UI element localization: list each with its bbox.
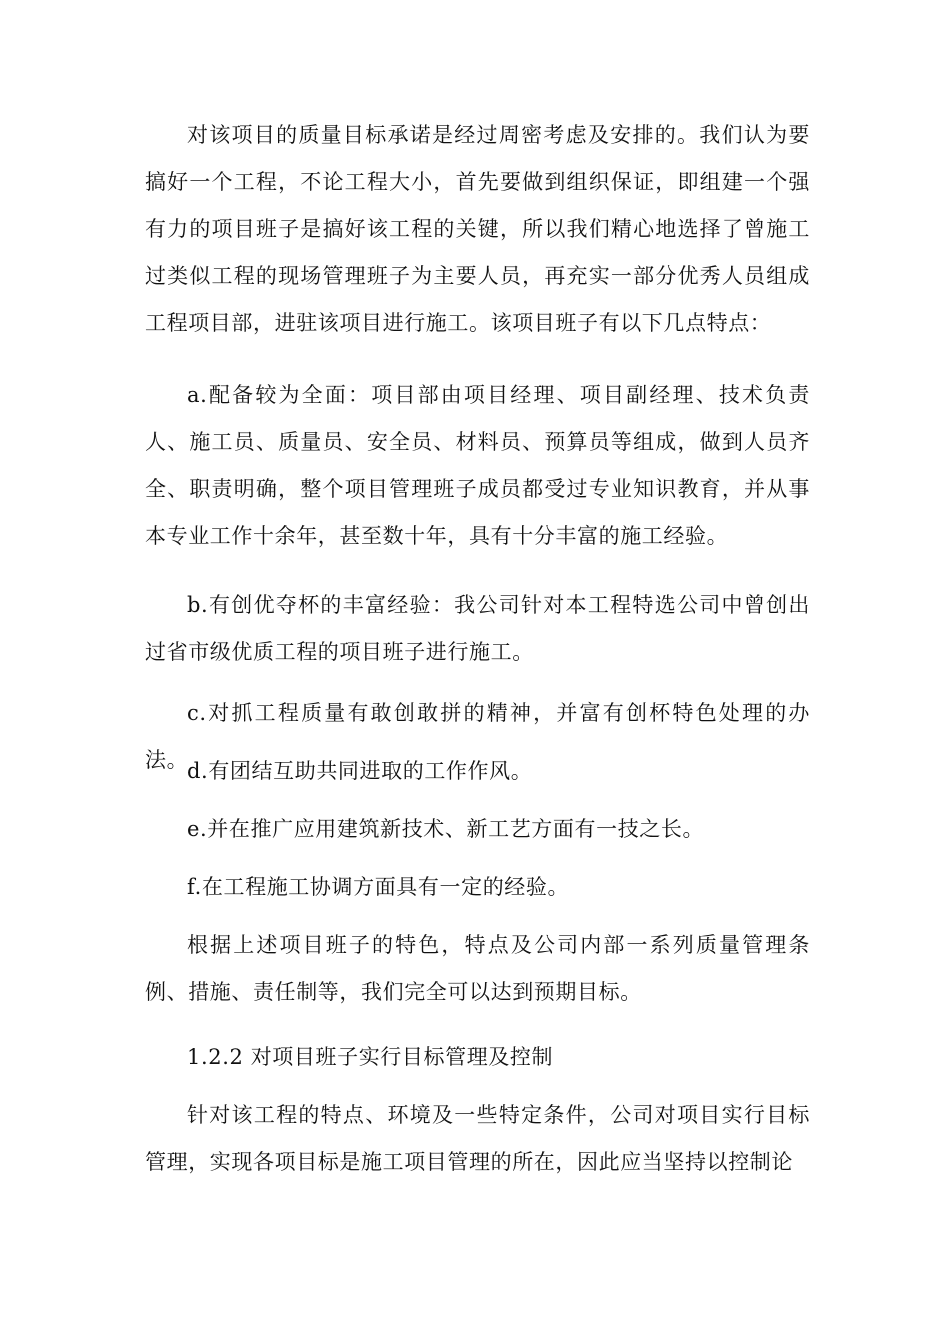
paragraph-text: d.有团结互助共同进取的工作作风。 xyxy=(187,759,533,783)
paragraph-item-d xyxy=(145,748,810,795)
paragraph-item-e xyxy=(145,806,810,853)
paragraph-text: c.对抓工程质量有敢创敢拼的精神，并富有创杯特色处理的办法。 xyxy=(145,701,810,772)
paragraph-item-a xyxy=(145,372,810,560)
paragraph-item-b xyxy=(145,582,810,676)
paragraph-text: a.配备较为全面：项目部由项目经理、项目副经理、技术负责人、施工员、质量员、安全员、材料员、预算员等组成，做到人员齐全、职责明确，整个项目管理班子成员都受过专业知识教育，并从事本专业工作十余年，甚至数十年，具有十分丰富的施工经验。 xyxy=(145,383,810,548)
paragraph-text: b.有创优夺杯的丰富经验：我公司针对本工程特选公司中曾创出过省市级优质工程的项目班子进行施工。 xyxy=(145,593,810,664)
paragraph-text: f.在工程施工协调方面具有一定的经验。 xyxy=(187,875,570,899)
paragraph-item-f xyxy=(145,864,810,911)
paragraph-intro xyxy=(145,112,810,347)
paragraph-text: 根据上述项目班子的特色，特点及公司内部一系列质量管理条例、措施、责任制等，我们完全可以达到预期目标。 xyxy=(145,933,810,1004)
paragraph-text: e.并在推广应用建筑新技术、新工艺方面有一技之长。 xyxy=(187,817,705,841)
paragraph-target-management xyxy=(145,1092,810,1186)
section-heading xyxy=(145,1034,810,1081)
paragraph-text: 针对该工程的特点、环境及一些特定条件，公司对项目实行目标管理，实现各项目标是施工项目管理的所在，因此应当坚持以控制论 xyxy=(145,1103,810,1174)
paragraph-summary xyxy=(145,922,810,1016)
paragraph-text: 对该项目的质量目标承诺是经过周密考虑及安排的。我们认为要搞好一个工程，不论工程大小，首先要做到组织保证，即组建一个强有力的项目班子是搞好该工程的关键，所以我们精心地选择了曾施工过类似工程的现场管理班子为主要人员，再充实一部分优秀人员组成工程项目部，进驻该项目进行施工。该项目班子有以下几点特点： xyxy=(145,123,810,335)
section-heading-text: 1.2.2 对项目班子实行目标管理及控制 xyxy=(187,1045,554,1069)
